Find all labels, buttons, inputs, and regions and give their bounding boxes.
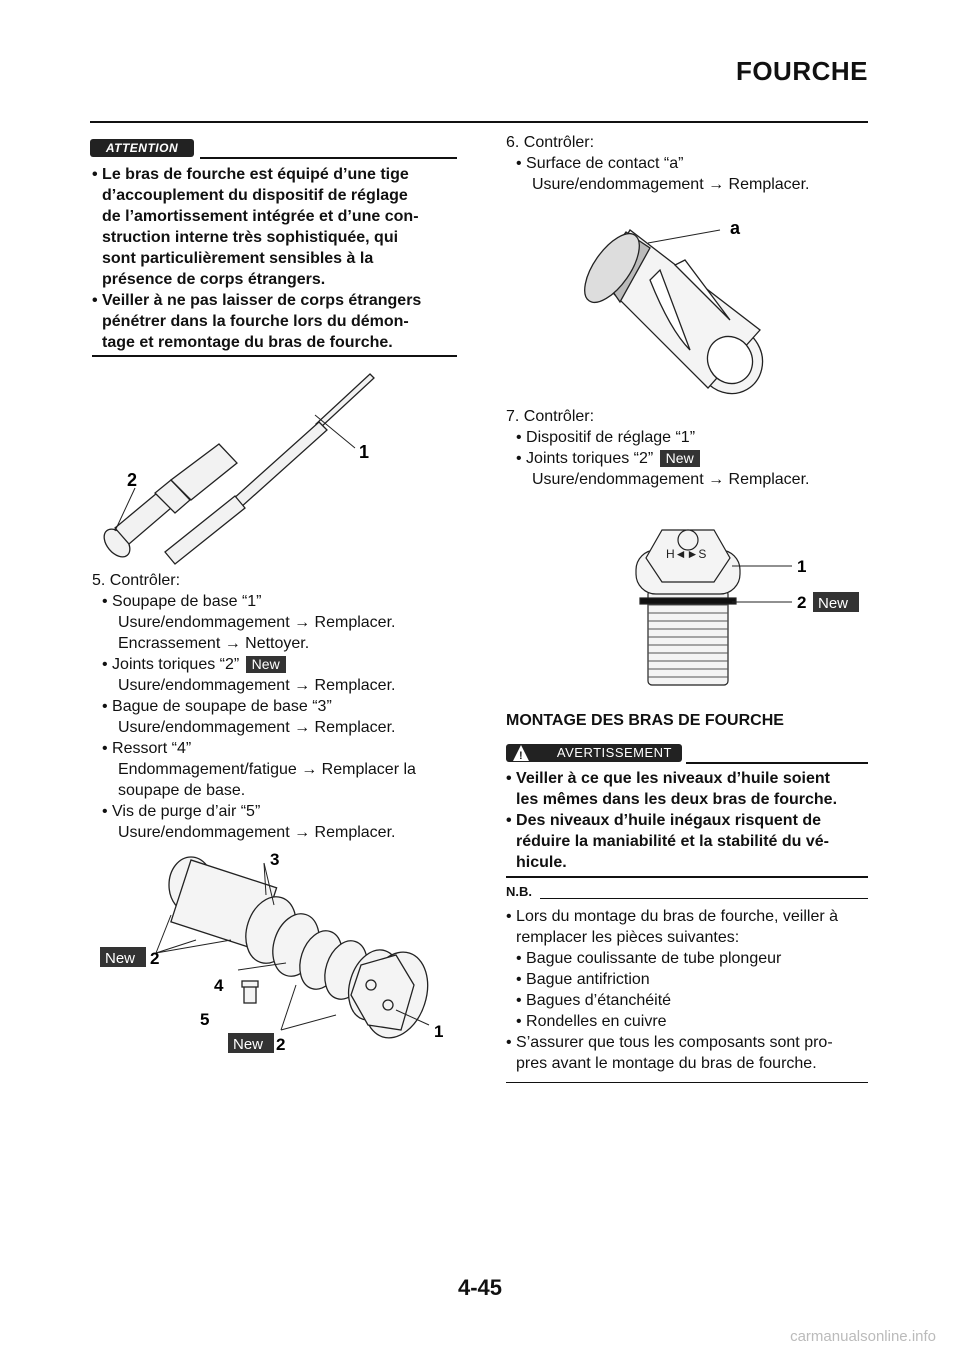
nb-rule bbox=[540, 898, 868, 899]
new-badge: New bbox=[660, 450, 700, 467]
attention-bullet-2: • Veiller à ne pas laisser de corps étrangers pénétrer dans la fourche lors du démon- tage et remontage du bras de fourche. bbox=[92, 292, 422, 351]
fig4-label-2: 2 bbox=[797, 593, 807, 612]
avertissement-rule bbox=[686, 762, 868, 764]
step6-block: 6. Contrôler: • Surface de contact “a” Usure/endommagement → Remplacer. bbox=[506, 134, 810, 193]
warning-icon bbox=[512, 744, 530, 762]
nb-bottom-rule bbox=[506, 1082, 868, 1083]
avertissement-bottom-rule bbox=[506, 876, 868, 878]
base-valve-illustration bbox=[96, 845, 466, 1055]
attention-rule bbox=[200, 157, 457, 159]
attention-bottom-rule bbox=[92, 355, 457, 357]
fig2-label-2b: 2 bbox=[276, 1035, 286, 1054]
step5-heading: 5. Contrôler: bbox=[92, 572, 181, 589]
step7-block: 7. Contrôler: • Dispositif de réglage “1” • Joints toriques “2” New Usure/endommagement → Remplacer. bbox=[506, 408, 810, 488]
fig4-hs-mark: H◄►S bbox=[666, 547, 707, 561]
montage-heading: MONTAGE DES BRAS DE FOURCHE bbox=[506, 712, 784, 729]
avertissement-text: • Veiller à ce que les niveaux d’huile soient les mêmes dans les deux bras de fourche. • Des niveaux d’huile inégaux risquent de réduire la maniabilité et la stabilité du vé- hicule. bbox=[506, 770, 838, 871]
fig2-label-5: 5 bbox=[200, 1010, 210, 1029]
fig2-label-2a: 2 bbox=[150, 949, 160, 968]
step5-block: 5. Contrôler: • Soupape de base “1” Usure/endommagement → Remplacer. Encrassement → Nettoyer. • Joints toriques “2” New Usure/endommagement → Remplacer. • Bague de soupape de base “3” Usure/endommagement → Remplacer. • Ressort “4” Endommagement/fatigue → Remplacer la soupape de base. • Vis de purge d’air “5” Usure/endommagement → Remplacer. bbox=[92, 570, 472, 843]
fig1-label-2: 2 bbox=[127, 470, 138, 490]
attention-tag: ATTENTION bbox=[90, 139, 194, 157]
footer-watermark: carmanualsonline.info bbox=[790, 1328, 936, 1345]
fig2-new-a: New bbox=[105, 950, 136, 967]
fig1-label-1: 1 bbox=[359, 442, 370, 462]
nb-text: • Lors du montage du bras de fourche, veiller à remplacer les pièces suivantes: • Bague coulissante de tube plongeur • Bague antifriction • Bagues d’étanchéité • Rondelles en cuivre • S’assurer que tous les composants sont pro- pres avant le montage du bras de fourche. bbox=[506, 908, 839, 1072]
nb-label: N.B. bbox=[506, 884, 532, 899]
attention-text bbox=[92, 164, 462, 353]
fig2-new-b: New bbox=[233, 1036, 264, 1053]
page-title: FOURCHE bbox=[735, 56, 868, 86]
fork-rod-illustration bbox=[95, 368, 395, 568]
new-badge: New bbox=[246, 656, 286, 673]
svg-text:!: ! bbox=[519, 750, 523, 762]
adjuster-illustration bbox=[620, 510, 870, 690]
header-rule bbox=[90, 121, 868, 123]
contact-surface-illustration bbox=[580, 210, 780, 400]
fig2-label-1: 1 bbox=[434, 1022, 444, 1041]
fig4-new: New bbox=[818, 595, 849, 612]
fig2-label-3: 3 bbox=[270, 850, 280, 869]
fig4-label-1: 1 bbox=[797, 557, 807, 576]
page-number: 4-45 bbox=[457, 1275, 503, 1300]
avertissement-tag: AVERTISSEMENT bbox=[506, 744, 682, 762]
attention-bullet-1: • Le bras de fourche est équipé d’une tige d’accouplement du dispositif de réglage de l’amortissement intégrée et d’une con- struction interne très sophistiquée, qui sont particulièrement sensibles à la présence de corps étrangers. bbox=[92, 166, 419, 288]
fig3-label-a: a bbox=[730, 218, 741, 238]
fig2-label-4: 4 bbox=[214, 976, 224, 995]
